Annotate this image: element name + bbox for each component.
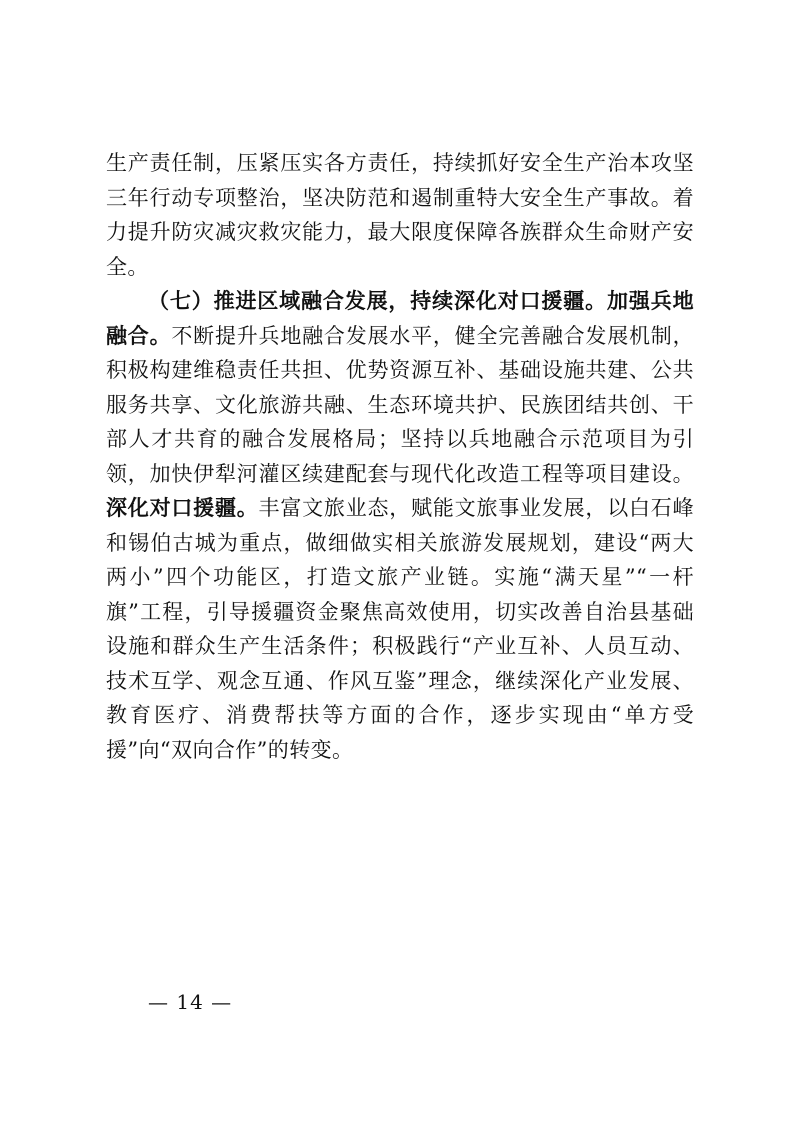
text-bingtuan-integration: 不断提升兵地融合发展水平，健全完善融合发展机制，积极构建维稳责任共担、优势资源互补、基础设施共建、公共服务共享、文化旅游共融、生态环境共护、民族团结共创、干部人才共育的融合发展格局；坚持以兵地融合示范项目为引领，加快伊犁河灌区续建配套与现代化改造工程等项目建设。 <box>106 323 695 486</box>
subheading-bingtuan-integration: 加强兵地融合。 <box>106 288 694 348</box>
subheading-paired-aid: 深化对口援疆。 <box>106 495 259 520</box>
paragraph-safety-continued: 生产责任制，压紧压实各方责任，持续抓好安全生产治本攻坚三年行动专项整治，坚决防范和遏制重特大安全生产事故。着力提升防灾减灾救灾能力，最大限度保障各族群众生命财产安全。 <box>106 151 694 279</box>
document-body <box>106 146 694 767</box>
paragraph-regional-integration <box>106 284 694 767</box>
section-heading-7: （七）推进区域融合发展，持续深化对口援疆。 <box>148 288 608 313</box>
page-number: — 14 — <box>148 990 233 1014</box>
text-paired-aid: 丰富文旅业态，赋能文旅事业发展，以白石峰和锡伯古城为重点，做细做实相关旅游发展规划，建设“两大两小”四个功能区，打造文旅产业链。实施“满天星”“一杆旗”工程，引导援疆资金聚焦高效使用，切实改善自治县基础设施和群众生产生活条件；积极践行“产业互补、人员互动、技术互学、观念互通、作风互鉴”理念，继续深化产业发展、教育医疗、消费帮扶等方面的合作，逐步实现由“单方受援”向“双向合作”的转变。 <box>106 496 694 762</box>
